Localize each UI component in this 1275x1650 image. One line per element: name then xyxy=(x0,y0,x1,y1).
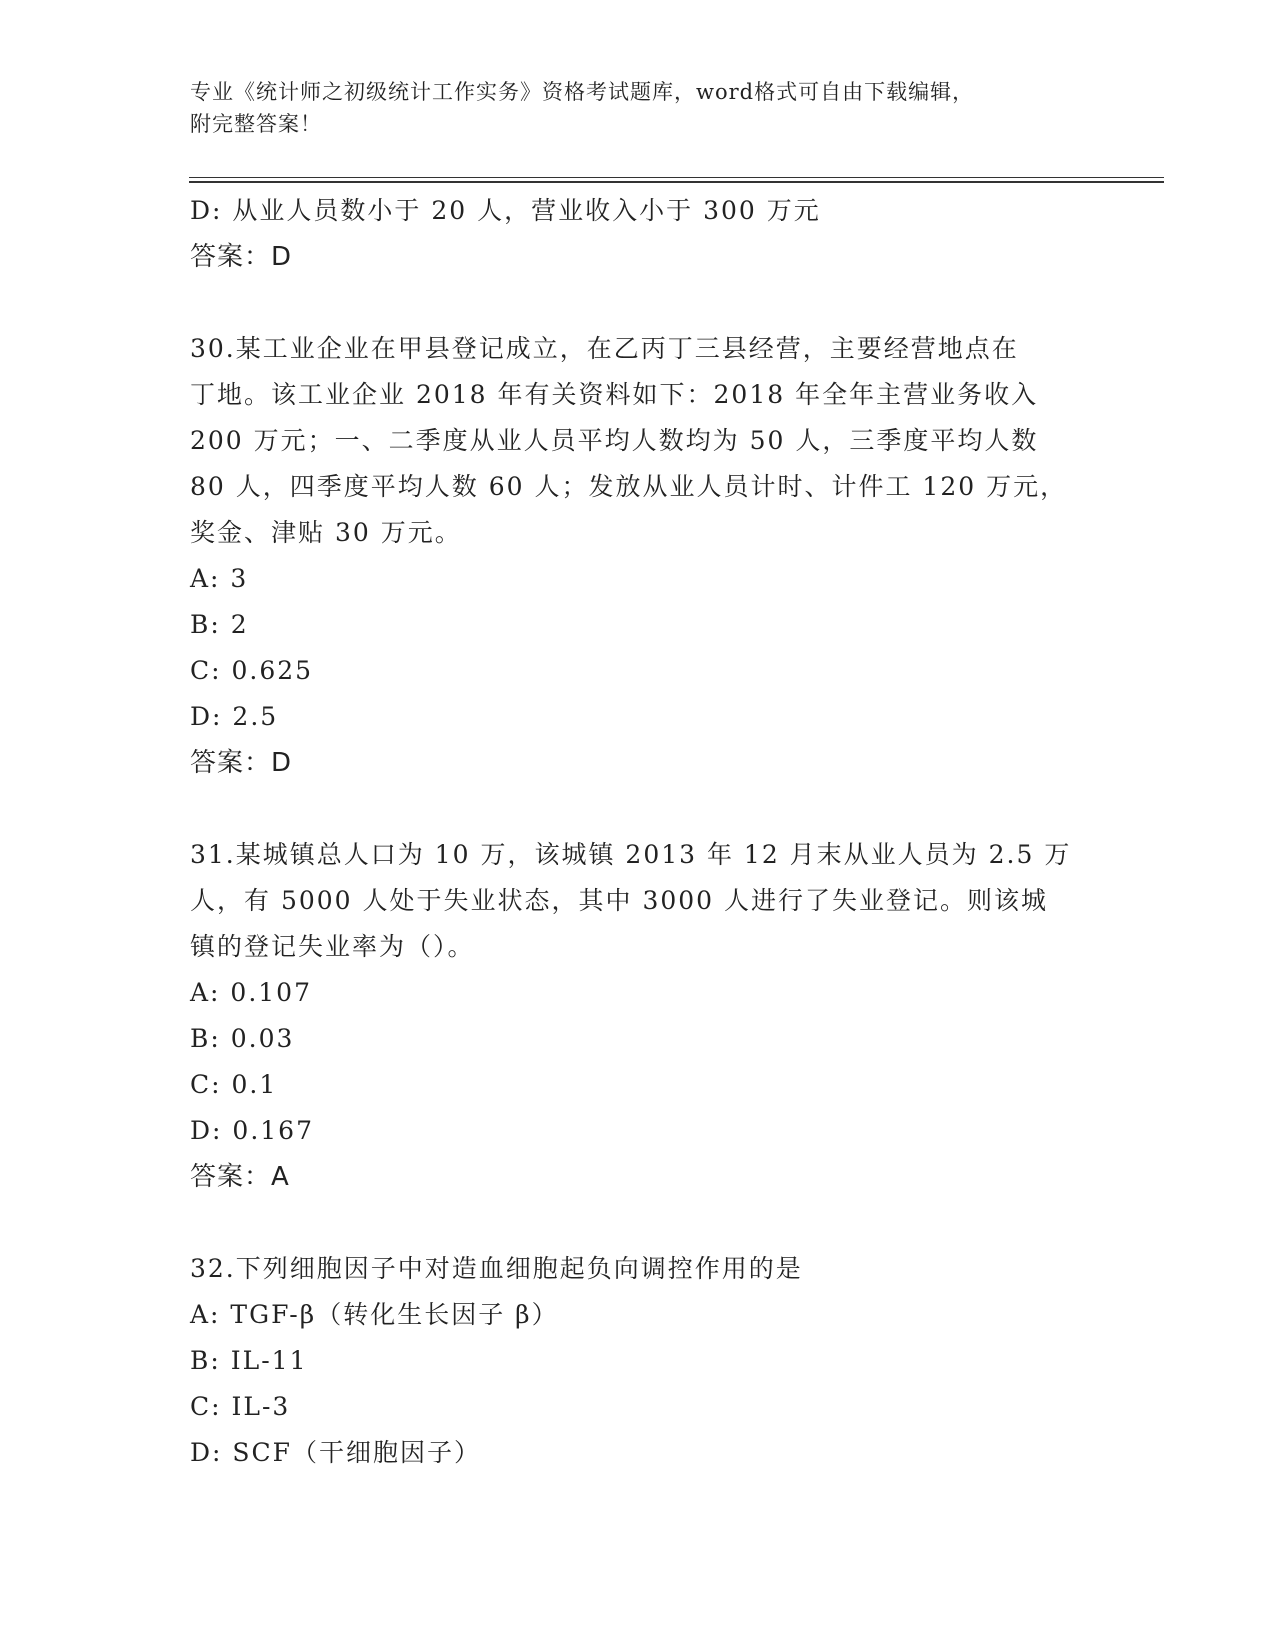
question-31 xyxy=(190,832,1090,1200)
answer-line: 答案：D xyxy=(190,242,293,272)
option-a: A: 3 xyxy=(190,564,249,593)
answer-line: 答案：D xyxy=(190,748,293,778)
option-d: D: SCF（干细胞因子） xyxy=(190,1438,482,1467)
option-d: D: 从业人员数小于 20 人，营业收入小于 300 万元 xyxy=(190,196,821,225)
option-b: B: IL-11 xyxy=(190,1346,308,1375)
question-32 xyxy=(190,1246,1090,1476)
option-d: D: 2.5 xyxy=(190,702,279,731)
previous-question-tail xyxy=(190,188,1090,280)
question-stem-line: 奖金、津贴 30 万元。 xyxy=(190,518,462,547)
option-c: C: 0.625 xyxy=(190,656,314,685)
header-line-2: 附完整答案！ xyxy=(190,112,322,136)
page-header xyxy=(190,76,1090,140)
question-stem-line: 丁地。该工业企业 2018 年有关资料如下：2018 年全年主营业务收入 xyxy=(190,380,1039,409)
option-d: D: 0.167 xyxy=(190,1116,314,1145)
spacer xyxy=(190,1200,1090,1246)
header-line-1: 专业《统计师之初级统计工作实务》资格考试题库，word格式可自由下载编辑， xyxy=(190,80,975,104)
option-b: B: 0.03 xyxy=(190,1024,295,1053)
header-divider xyxy=(189,177,1164,183)
question-stem-line: 30.某工业企业在甲县登记成立，在乙丙丁三县经营，主要经营地点在 xyxy=(190,334,1019,363)
option-b: B: 2 xyxy=(190,610,249,639)
question-stem-line: 31.某城镇总人口为 10 万，该城镇 2013 年 12 月末从业人员为 2.5 万 xyxy=(190,840,1072,869)
option-a: A: TGF-β（转化生长因子 β） xyxy=(190,1300,559,1329)
question-stem-line: 80 人，四季度平均人数 60 人；发放从业人员计时、计件工 120 万元， xyxy=(190,472,1068,501)
spacer xyxy=(190,786,1090,832)
option-a: A: 0.107 xyxy=(190,978,312,1007)
question-stem-line: 32.下列细胞因子中对造血细胞起负向调控作用的是 xyxy=(190,1254,803,1283)
option-c: C: IL-3 xyxy=(190,1392,291,1421)
option-c: C: 0.1 xyxy=(190,1070,278,1099)
question-stem-line: 人，有 5000 人处于失业状态，其中 3000 人进行了失业登记。则该城 xyxy=(190,886,1049,915)
answer-line: 答案：A xyxy=(190,1162,290,1192)
document-body xyxy=(190,188,1090,1476)
question-stem-line: 镇的登记失业率为（）。 xyxy=(190,932,475,961)
question-stem-line: 200 万元；一、二季度从业人员平均人数均为 50 人，三季度平均人数 xyxy=(190,426,1039,455)
question-30 xyxy=(190,326,1090,786)
spacer xyxy=(190,280,1090,326)
